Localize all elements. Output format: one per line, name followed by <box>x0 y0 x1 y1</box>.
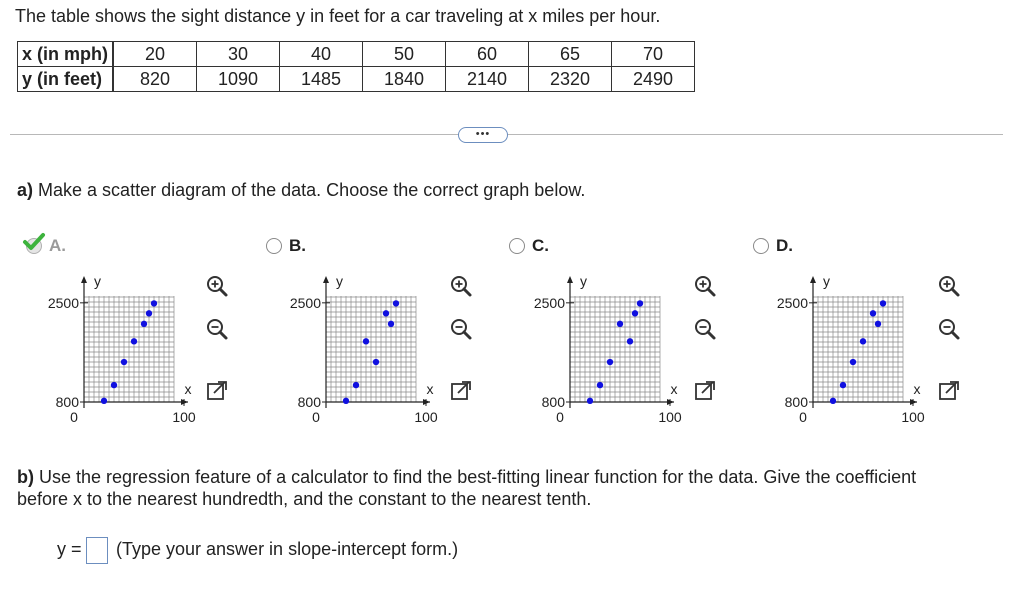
data-point <box>373 359 379 365</box>
zoom-out-icon[interactable] <box>935 315 962 342</box>
data-point <box>353 382 359 388</box>
y-tick-label: 800 <box>297 394 321 410</box>
data-point <box>627 338 633 344</box>
zoom-out-icon[interactable] <box>203 315 230 342</box>
part-a-text: Make a scatter diagram of the data. Choose the correct graph below. <box>38 180 586 200</box>
table-cell: 2320 <box>529 67 612 92</box>
pop-out-icon[interactable] <box>203 377 230 404</box>
data-point <box>111 382 117 388</box>
data-table <box>17 41 695 92</box>
x-axis-label: x <box>426 381 434 397</box>
pop-out-icon[interactable] <box>691 377 718 404</box>
grid-lines <box>84 296 174 402</box>
radio-a[interactable] <box>26 238 42 254</box>
x-tick-label: 0 <box>312 409 320 425</box>
row-label-x: x (in mph) <box>18 42 114 67</box>
y-tick-label: 2500 <box>533 294 565 311</box>
data-point <box>101 398 107 404</box>
option-b-label: B. <box>289 236 306 255</box>
option-b[interactable] <box>266 236 306 256</box>
y-axis-label: y <box>580 273 587 289</box>
y-tick-label: 800 <box>541 394 565 410</box>
table-cell: 1840 <box>363 67 446 92</box>
x-tick-label: 0 <box>799 409 807 425</box>
option-a-label: A. <box>49 236 66 255</box>
data-point <box>383 310 389 316</box>
data-point <box>141 321 147 327</box>
part-a-letter: a) <box>17 180 34 200</box>
table-cell: 30 <box>197 42 280 67</box>
zoom-in-icon[interactable] <box>447 272 474 299</box>
data-point <box>343 398 349 404</box>
table-cell: 65 <box>529 42 612 67</box>
y-tick-label: 2500 <box>47 294 79 311</box>
graph-d[interactable] <box>757 270 925 432</box>
y-axis-arrow-icon <box>323 276 329 283</box>
y-axis-label: y <box>94 273 101 289</box>
y-tick-label: 2500 <box>289 294 321 311</box>
y-axis-label: y <box>823 273 830 289</box>
data-point <box>875 321 881 327</box>
data-point <box>363 338 369 344</box>
y-axis-label: y <box>336 273 343 289</box>
table-cell: 1090 <box>197 67 280 92</box>
x-tick-label: 100 <box>172 409 196 425</box>
x-axis-label: x <box>670 381 678 397</box>
table-cell: 60 <box>446 42 529 67</box>
y-tick-label: 800 <box>784 394 808 410</box>
x-axis-label: x <box>913 381 921 397</box>
table-row-x <box>18 42 695 67</box>
answer-hint: (Type your answer in slope-intercept form.) <box>116 539 459 559</box>
problem-statement: The table shows the sight distance y in feet for a car traveling at x miles per hour. <box>15 6 661 26</box>
data-point <box>393 300 399 306</box>
data-point <box>607 359 613 365</box>
data-point <box>146 310 152 316</box>
data-point <box>637 300 643 306</box>
option-d[interactable] <box>753 236 793 256</box>
grid-lines <box>813 296 903 402</box>
x-tick-label: 100 <box>658 409 682 425</box>
expand-button[interactable]: ••• <box>458 127 508 143</box>
option-a[interactable] <box>26 236 66 256</box>
table-row-y <box>18 67 695 92</box>
part-a-question <box>17 180 585 201</box>
table-cell: 40 <box>280 42 363 67</box>
data-point <box>840 382 846 388</box>
radio-d[interactable] <box>753 238 769 254</box>
y-axis-arrow-icon <box>81 276 87 283</box>
data-point <box>388 321 394 327</box>
data-point <box>131 338 137 344</box>
data-point <box>121 359 127 365</box>
data-point <box>830 398 836 404</box>
part-b-text: Use the regression feature of a calculator to find the best-fitting linear function for the data. Give the coefficient before x to the nearest hundredth, and the constant to the nearest tenth. <box>17 467 917 509</box>
x-tick-label: 100 <box>901 409 925 425</box>
pop-out-icon[interactable] <box>447 377 474 404</box>
data-point <box>597 382 603 388</box>
x-tick-label: 0 <box>556 409 564 425</box>
y-axis-arrow-icon <box>810 276 816 283</box>
zoom-out-icon[interactable] <box>691 315 718 342</box>
data-point <box>880 300 886 306</box>
zoom-in-icon[interactable] <box>935 272 962 299</box>
table-cell: 20 <box>113 42 197 67</box>
option-c[interactable] <box>509 236 549 256</box>
option-c-label: C. <box>532 236 549 255</box>
part-b-question <box>17 466 917 510</box>
table-cell: 50 <box>363 42 446 67</box>
table-cell: 820 <box>113 67 197 92</box>
answer-input[interactable] <box>86 537 108 564</box>
y-axis-arrow-icon <box>567 276 573 283</box>
x-axis-label: x <box>184 381 192 397</box>
option-d-label: D. <box>776 236 793 255</box>
data-point <box>850 359 856 365</box>
data-point <box>870 310 876 316</box>
y-tick-label: 800 <box>55 394 79 410</box>
radio-b[interactable] <box>266 238 282 254</box>
data-point <box>151 300 157 306</box>
zoom-in-icon[interactable] <box>691 272 718 299</box>
table-cell: 2140 <box>446 67 529 92</box>
data-point <box>632 310 638 316</box>
x-tick-label: 100 <box>414 409 438 425</box>
graph-b[interactable] <box>270 270 438 432</box>
data-point <box>587 398 593 404</box>
zoom-in-icon[interactable] <box>203 272 230 299</box>
grid-lines <box>326 296 416 402</box>
radio-c[interactable] <box>509 238 525 254</box>
table-cell: 2490 <box>612 67 695 92</box>
graph-c[interactable] <box>514 270 682 432</box>
data-point <box>617 321 623 327</box>
table-cell: 1485 <box>280 67 363 92</box>
row-label-y: y (in feet) <box>18 67 114 92</box>
grid-lines <box>570 296 660 402</box>
graph-a[interactable] <box>28 270 196 432</box>
x-tick-label: 0 <box>70 409 78 425</box>
data-point <box>860 338 866 344</box>
checkmark-icon <box>23 233 45 251</box>
zoom-out-icon[interactable] <box>447 315 474 342</box>
table-cell: 70 <box>612 42 695 67</box>
y-tick-label: 2500 <box>776 294 808 311</box>
part-b-letter: b) <box>17 467 34 487</box>
answer-prefix: y = <box>57 539 82 559</box>
pop-out-icon[interactable] <box>935 377 962 404</box>
